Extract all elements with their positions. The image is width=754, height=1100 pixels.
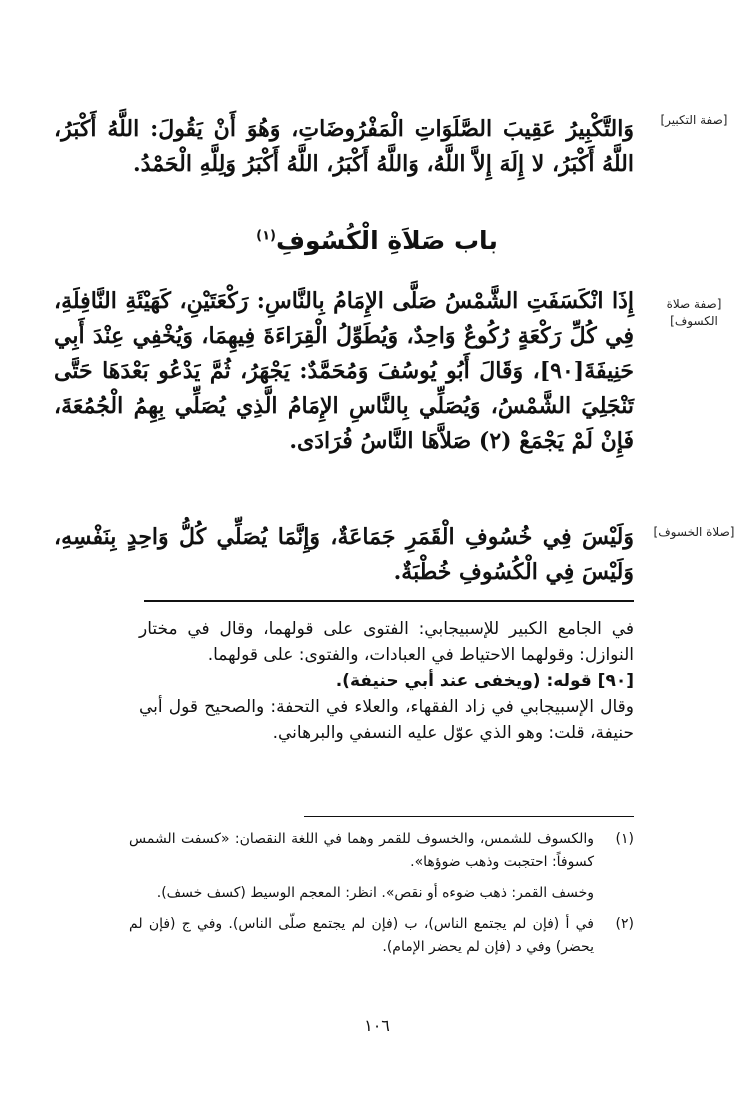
commentary (139, 616, 634, 746)
chapter-title (0, 226, 754, 255)
margin-note-kusuf: [صفة صلاة الكسوف] (666, 297, 722, 328)
page-number: ١٠٦ (364, 1016, 390, 1035)
main-text-khusuf: وَلَيْسَ فِي خُسُوفِ الْقَمَرِ جَمَاعَةٌ، وَإِنَّمَا يُصَلِّي كُلُّ وَاحِدٍ بِنَفْسِهِ، وَلَيْسَ فِي الْكُسُوفِ خُطْبَةٌ. (54, 524, 634, 585)
footnotes-separator (304, 816, 634, 817)
chapter-footnote-ref: (١) (256, 228, 276, 244)
footnote-text: والكسوف للشمس، والخسوف للقمر وهما في اللغة النقصان: «كسفت الشمس كسوفاً: احتجبت وذهب ضوؤها». (129, 831, 594, 870)
commentary-paragraph-1: في الجامع الكبير للإسبيجابي: الفتوى على قولهما، وقال في مختار النوازل: وقولهما الاحتياط في العبادات، والفتوى: على قولهما. (139, 619, 634, 665)
chapter-title-text: باب صَلاَةِ الْكُسُوفِ (275, 226, 498, 255)
margin-note-takbir: [صفة التكبير] (660, 113, 728, 127)
footnote-2 (129, 913, 634, 959)
main-text-takbir: وَالتَّكْبِيرُ عَقِيبَ الصَّلَوَاتِ الْمَفْرُوضَاتِ، وَهُوَ أَنْ يَقُولَ: اللَّهُ أَكْبَرُ، اللَّهُ أَكْبَرُ، لا إِلَهَ إِلاَّ اللَّهُ، وَاللَّهُ أَكْبَرُ، اللَّهُ أَكْبَرُ وَلِلَّهِ الْحَمْدُ. (54, 116, 634, 177)
footnote-number: (١) (615, 831, 634, 847)
footnote-text: في أ (فإن لم يجتمع الناس)، ب (فإن لم يجتمع صلّى الناس). وفي ج (فإن لم يحضر) وفي د (فإن لم يحضر الإمام). (129, 916, 594, 955)
footnote-number: (٢) (615, 916, 634, 932)
footnotes (129, 828, 634, 967)
commentary-separator (144, 600, 634, 602)
margin-note-khusuf: [صلاة الخسوف] (653, 525, 735, 539)
footnote-1 (129, 828, 634, 905)
main-text-kusuf: إِذَا انْكَسَفَتِ الشَّمْسُ صَلَّى الإِمَامُ بِالنَّاسِ: رَكْعَتَيْنِ، كَهَيْئَةِ النَّافِلَةِ، فِي كُلِّ رَكْعَةٍ رُكُوعٌ وَاحِدٌ، وَيُطَوِّلُ الْقِرَاءَةَ فِيهِمَا، وَيُخْفِي عِنْدَ أَبِي حَنِيفَةَ[٩٠]، وَقَالَ أَبُو يُوسُفَ وَمُحَمَّدٌ: يَجْهَرُ، ثُمَّ يَدْعُو بَعْدَهَا حَتَّى تَنْجَلِيَ الشَّمْسُ، وَيُصَلِّي بِالنَّاسِ الإِمَامُ الَّذِي يُصَلِّي بِهِمُ الْجُمُعَةَ، فَإِنْ لَمْ يَجْمَعْ (٢) صَلاَّهَا النَّاسُ فُرَادَى. (54, 288, 634, 454)
commentary-heading-90: [٩٠] قوله: (ويخفى عند أبي حنيفة). (335, 671, 634, 691)
commentary-paragraph-2: وقال الإسبيجابي في زاد الفقهاء، والعلاء في التحفة: والصحيح قول أبي حنيفة، قلت: وهو الذي عوّل عليه النسفي والبرهاني. (139, 697, 634, 743)
footnote-text: وخسف القمر: ذهب ضوءه أو نقص». انظر: المعجم الوسيط (كسف خسف). (156, 885, 594, 901)
